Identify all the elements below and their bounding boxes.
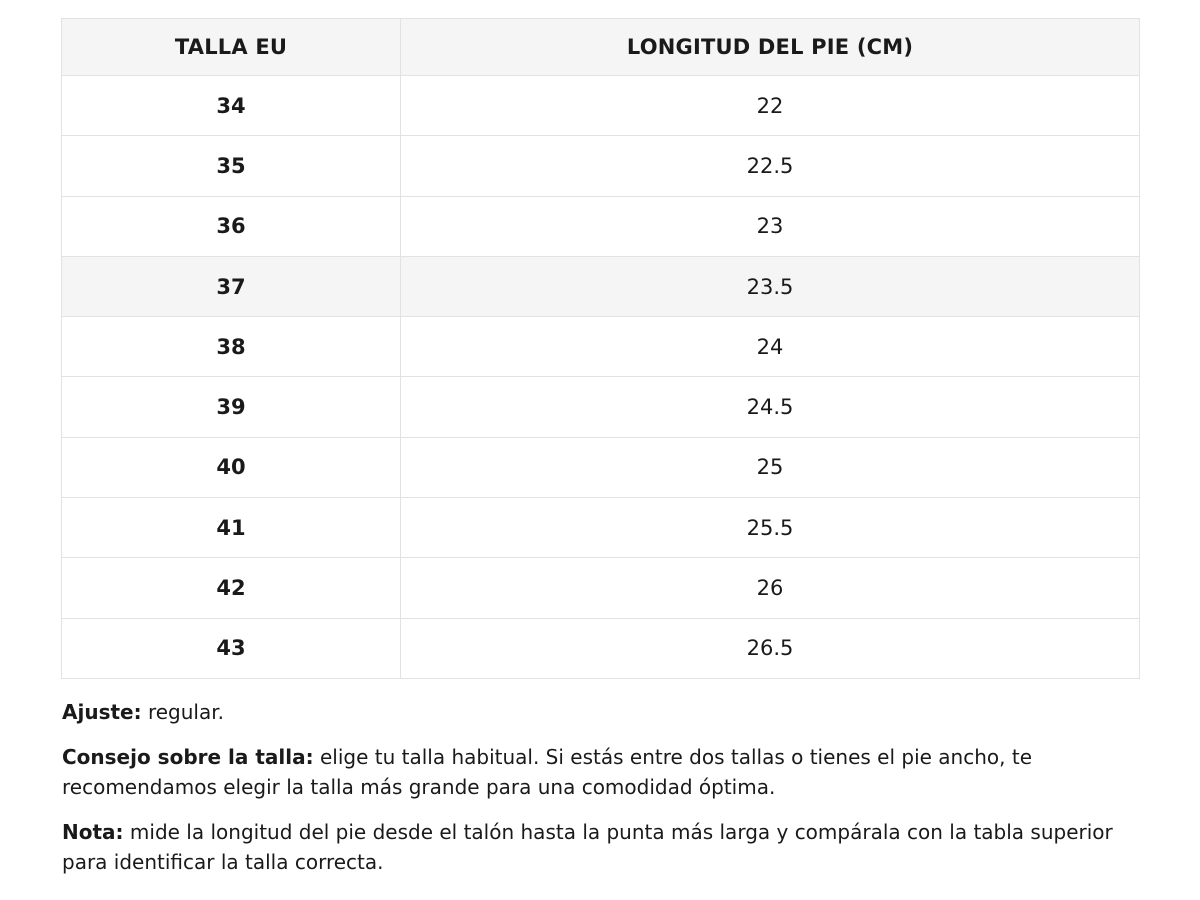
table-row [62,76,1140,136]
table-row [62,136,1140,196]
size-cell: 38 [62,317,401,377]
fit-note [62,697,1142,727]
size-cell: 40 [62,437,401,497]
size-cell: 42 [62,558,401,618]
length-cell: 24.5 [401,377,1140,437]
length-cell: 26.5 [401,618,1140,678]
advice-note [62,742,1142,802]
measure-note [62,817,1142,877]
table-row [62,256,1140,316]
length-cell: 23 [401,196,1140,256]
size-cell: 36 [62,196,401,256]
advice-text: elige tu talla habitual. Si estás entre dos tallas o tienes el pie ancho, te recomendamos elegir la talla más grande para una comodidad óptima. [62,745,1033,799]
size-cell: 35 [62,136,401,196]
size-chart-table [61,18,1140,679]
table-body [62,76,1140,679]
table-row [62,498,1140,558]
advice-label: Consejo sobre la talla: [62,745,314,769]
table-row [62,377,1140,437]
size-notes [62,697,1142,892]
size-cell: 41 [62,498,401,558]
length-cell: 22 [401,76,1140,136]
fit-label: Ajuste: [62,700,142,724]
fit-text: regular. [141,700,224,724]
length-cell: 24 [401,317,1140,377]
length-cell: 23.5 [401,256,1140,316]
table-row [62,618,1140,678]
length-cell: 25.5 [401,498,1140,558]
size-cell: 34 [62,76,401,136]
size-cell: 43 [62,618,401,678]
size-cell: 37 [62,256,401,316]
note-text: mide la longitud del pie desde el talón hasta la punta más larga y compárala con la tabla superior para identificar la talla correcta. [62,820,1113,874]
note-label: Nota: [62,820,124,844]
length-cell: 25 [401,437,1140,497]
table-row [62,317,1140,377]
size-cell: 39 [62,377,401,437]
table-row [62,437,1140,497]
header-size-eu: TALLA EU [62,19,401,76]
header-foot-length: LONGITUD DEL PIE (CM) [401,19,1140,76]
length-cell: 22.5 [401,136,1140,196]
table-row [62,196,1140,256]
table-header-row [62,19,1140,76]
length-cell: 26 [401,558,1140,618]
table-row [62,558,1140,618]
